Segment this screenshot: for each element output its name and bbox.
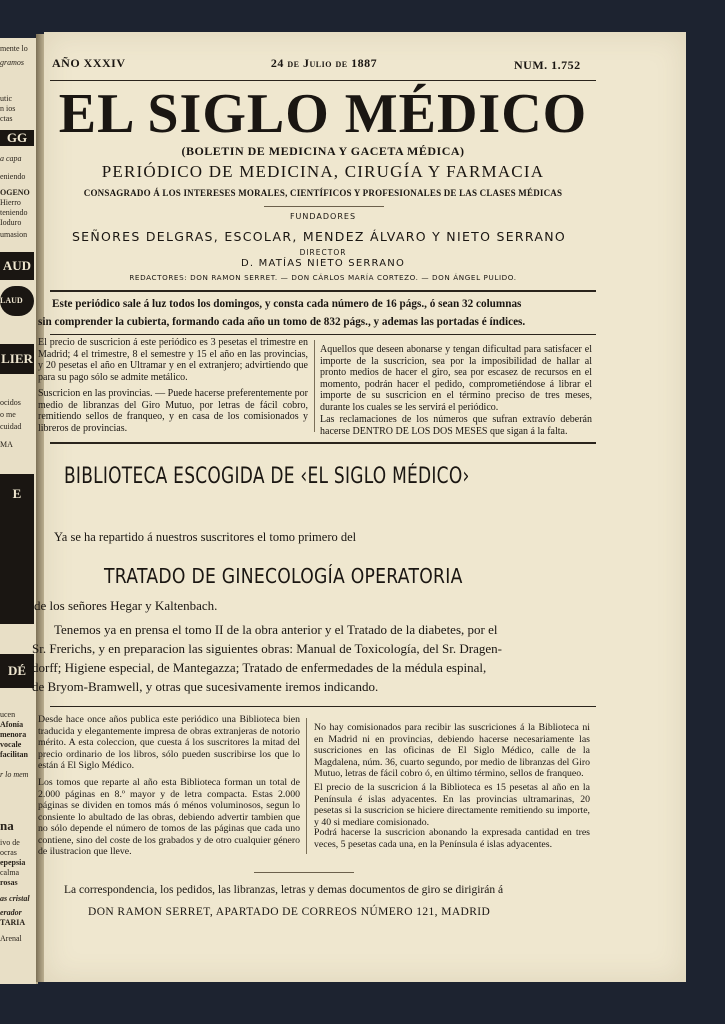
strip-text: vocale xyxy=(0,740,22,749)
header-rule xyxy=(50,80,596,81)
subscription-price: El precio de suscricion á este periódico es 3 pesetas el trimestre en Madrid; 4 el trimestre, 8 el semestre y 15 el año en las provincias, y 20 pesetas el año en Ultramar y en el extranjero; advirtiendo que para su pago sólo se admite metálico. xyxy=(38,337,308,383)
strip-text: MA xyxy=(0,440,13,449)
strip-text: ctas xyxy=(0,114,13,123)
volume-year: AÑO XXXIV xyxy=(52,56,126,70)
section-rule xyxy=(50,442,596,444)
masthead-dedication: CONSAGRADO Á LOS INTERESES MORALES, CIENTÍFICOS Y PROFESIONALES DE LAS CLASES MÉDICAS xyxy=(83,188,563,198)
strip-text: AUD xyxy=(0,252,34,280)
press-line-4: de Bryom-Bramwell, y otras que sucesivamente iremos indicando. xyxy=(32,679,379,694)
press-line-3: dorff; Higiene especial, de Mantegazza; Tratado de enfermedades de la médula espinal, xyxy=(32,660,487,675)
column-divider xyxy=(314,340,315,432)
featured-book-title: TRATADO DE GINECOLOGÍA OPERATORIA xyxy=(104,564,463,588)
strip-text: menora xyxy=(0,730,27,739)
strip-text: GG xyxy=(0,130,34,146)
library-commission: No hay comisionados para recibir las suscriciones á la Biblioteca ni en Madrid ni en provincias, debiendo hacerse necesariamente las suscriciones en las oficinas de El Siglo Médico, calle de la Magdalena, núm. 36, cuarto segundo, por medio de libranzas del Giro Mutuo, letras de fácil cobro ó, en último término, sellos de franqueo. xyxy=(314,722,590,779)
press-line-1: Tenemos ya en prensa el tomo II de la obra anterior y el Tratado de la diabetes, por el xyxy=(54,622,498,637)
strip-text: as cristal xyxy=(0,894,30,903)
newspaper-page xyxy=(32,32,686,982)
section-rule xyxy=(50,706,596,707)
strip-text: E xyxy=(0,474,34,624)
subscription-provinces: Suscricion en las provincias. — Puede hacerse preferentemente por medio de libranzas del Giro Mutuo, por letras de fácil cobro, remitiendo sellos de franqueo, y en casa de los comisionados y libreros de provincias. xyxy=(38,388,308,434)
adjacent-page-strip xyxy=(0,38,38,984)
notice-line-1: Este periódico sale á luz todos los domingos, y consta cada número de 16 págs., ó sean 32 columnas xyxy=(52,298,522,310)
strip-text: utic xyxy=(0,94,12,103)
subscription-claims: Las reclamaciones de los números que sufran extravío deberán hacerse DENTRO DE LOS DOS MESES que sigan á la falta. xyxy=(320,414,592,437)
library-heading: BIBLIOTECA ESCOGIDA DE ‹EL SIGLO MÉDICO› xyxy=(64,464,470,489)
strip-text: ivo de xyxy=(0,838,20,847)
strip-text: Arenal xyxy=(0,934,22,943)
strip-text: teniendo xyxy=(0,208,28,217)
strip-text: na xyxy=(0,818,14,833)
strip-text: ocidos xyxy=(0,398,21,407)
strip-text: eniendo xyxy=(0,172,26,181)
press-line-2: Sr. Frerichs, y en preparacion las siguientes obras: Manual de Toxicología, del Sr. Dragen- xyxy=(32,641,502,656)
strip-text: r lo mem xyxy=(0,770,29,779)
strip-text: DÉ xyxy=(0,654,34,688)
strip-text: TARIA xyxy=(0,918,26,927)
strip-text: cuidad xyxy=(0,422,22,431)
column-divider xyxy=(306,718,307,854)
strip-text: a capa xyxy=(0,154,22,163)
issue-number: NUM. 1.752 xyxy=(514,58,581,72)
subscription-payment: Aquellos que deseen abonarse y tengan dificultad para satisfacer el importe de la suscricion, sea por la imposibilidad de hallar al pronto medios de hacer el giro, sea por escasez de recursos en el momento, podrán hacer el pedido, comprometiéndose á librar el importe de su suscricion en el término preciso de tres meses, durante los cuales se les servirá el periódico. xyxy=(320,344,592,413)
founders-names: SEÑORES DELGRAS, ESCOLAR, MENDEZ ÁLVARO Y NIETO SERRANO xyxy=(71,229,567,244)
notice-rule xyxy=(50,334,596,335)
strip-text: calma xyxy=(0,868,20,877)
issue-date: 24 de Julio de 1887 xyxy=(270,56,378,70)
strip-text: rosas xyxy=(0,878,18,887)
strip-text: facilitan xyxy=(0,750,28,759)
strip-text: LIER xyxy=(0,344,34,374)
book-authors: de los señores Hegar y Kaltenbach. xyxy=(34,598,218,613)
strip-text: OGENO xyxy=(0,188,30,197)
strip-text: Hierro xyxy=(0,198,21,207)
library-description: Desde hace once años publica este periódico una Biblioteca bien traducida y elegantemente impresa de obras extranjeras de notorio mérito. A esta coleccion, que cuesta á los suscritores la mitad del precio ordinario de los libros, sólo pueden suscribirse los que lo están á El Siglo Médico. xyxy=(38,714,300,771)
library-volumes: Los tomos que reparte al año esta Biblioteca forman un total de 2.000 páginas en 8.º mayor y de letra compacta. Estas 2.000 páginas se dividen en tomos más ó ménos voluminosos, segun lo consiente lo abultado de las obras, debiendo advertir tambien que no sólo depende el número de tomos de las páginas que cada uno contiene, sino del coste de los grabados y de otro cualquier género de ilustracion que lleve. xyxy=(38,777,300,857)
library-installments: Podrá hacerse la suscricion abonando la expresada cantidad en tres veces, 5 pesetas cada una, en la Península é islas adyacentes. xyxy=(314,827,590,850)
director-name: D. MATÍAS NIETO SERRANO xyxy=(240,258,406,269)
director-label: DIRECTOR xyxy=(299,248,347,257)
strip-text: n ios xyxy=(0,104,16,113)
strip-text: Afonía xyxy=(0,720,24,729)
masthead-title: EL SIGLO MÉDICO xyxy=(58,83,588,145)
footer-correspondence: La correspondencia, los pedidos, las libranzas, letras y demas documentos de giro se dirigirán á xyxy=(64,884,504,896)
masthead-subtitle: (BOLETIN DE MEDICINA Y GACETA MÉDICA) xyxy=(181,144,465,158)
strip-text: ocras xyxy=(0,848,17,857)
strip-text: erador xyxy=(0,908,22,917)
divider xyxy=(264,206,384,207)
strip-text: gramos xyxy=(0,58,25,67)
strip-text: umasion xyxy=(0,230,28,239)
masthead-rule xyxy=(50,290,596,292)
masthead-description: PERIÓDICO DE MEDICINA, CIRUGÍA Y FARMACIA xyxy=(101,162,545,181)
strip-text: ucen xyxy=(0,710,16,719)
strip-text: o me xyxy=(0,410,16,419)
strip-text: LAUD xyxy=(0,286,34,316)
library-intro: Ya se ha repartido á nuestros suscritores el tomo primero del xyxy=(54,530,357,544)
editors-line: REDACTORES: DON RAMON SERRET. — DON CÁRLOS MARÍA CORTEZO. — DON ÁNGEL PULIDO. xyxy=(129,273,517,282)
founders-label: FUNDADORES xyxy=(289,212,357,221)
library-price: El precio de la suscricion á la Biblioteca es 15 pesetas al año en la Península é islas adyacentes. En las provincias ultramarinas, 20 pesetas si la suscricion se hiciere directamente remitiendo su importe, y 40 si mediare comisionado. xyxy=(314,782,590,828)
strip-text: mente lo xyxy=(0,44,28,53)
strip-text: Ioduro xyxy=(0,218,22,227)
divider xyxy=(254,872,354,873)
notice-line-2: sin comprender la cubierta, formando cada año un tomo de 832 págs., y ademas las portadas é índices. xyxy=(38,316,526,328)
strip-text: epepsia xyxy=(0,858,26,867)
footer-address: DON RAMON SERRET, APARTADO DE CORREOS NÚMERO 121, MADRID xyxy=(88,906,491,918)
